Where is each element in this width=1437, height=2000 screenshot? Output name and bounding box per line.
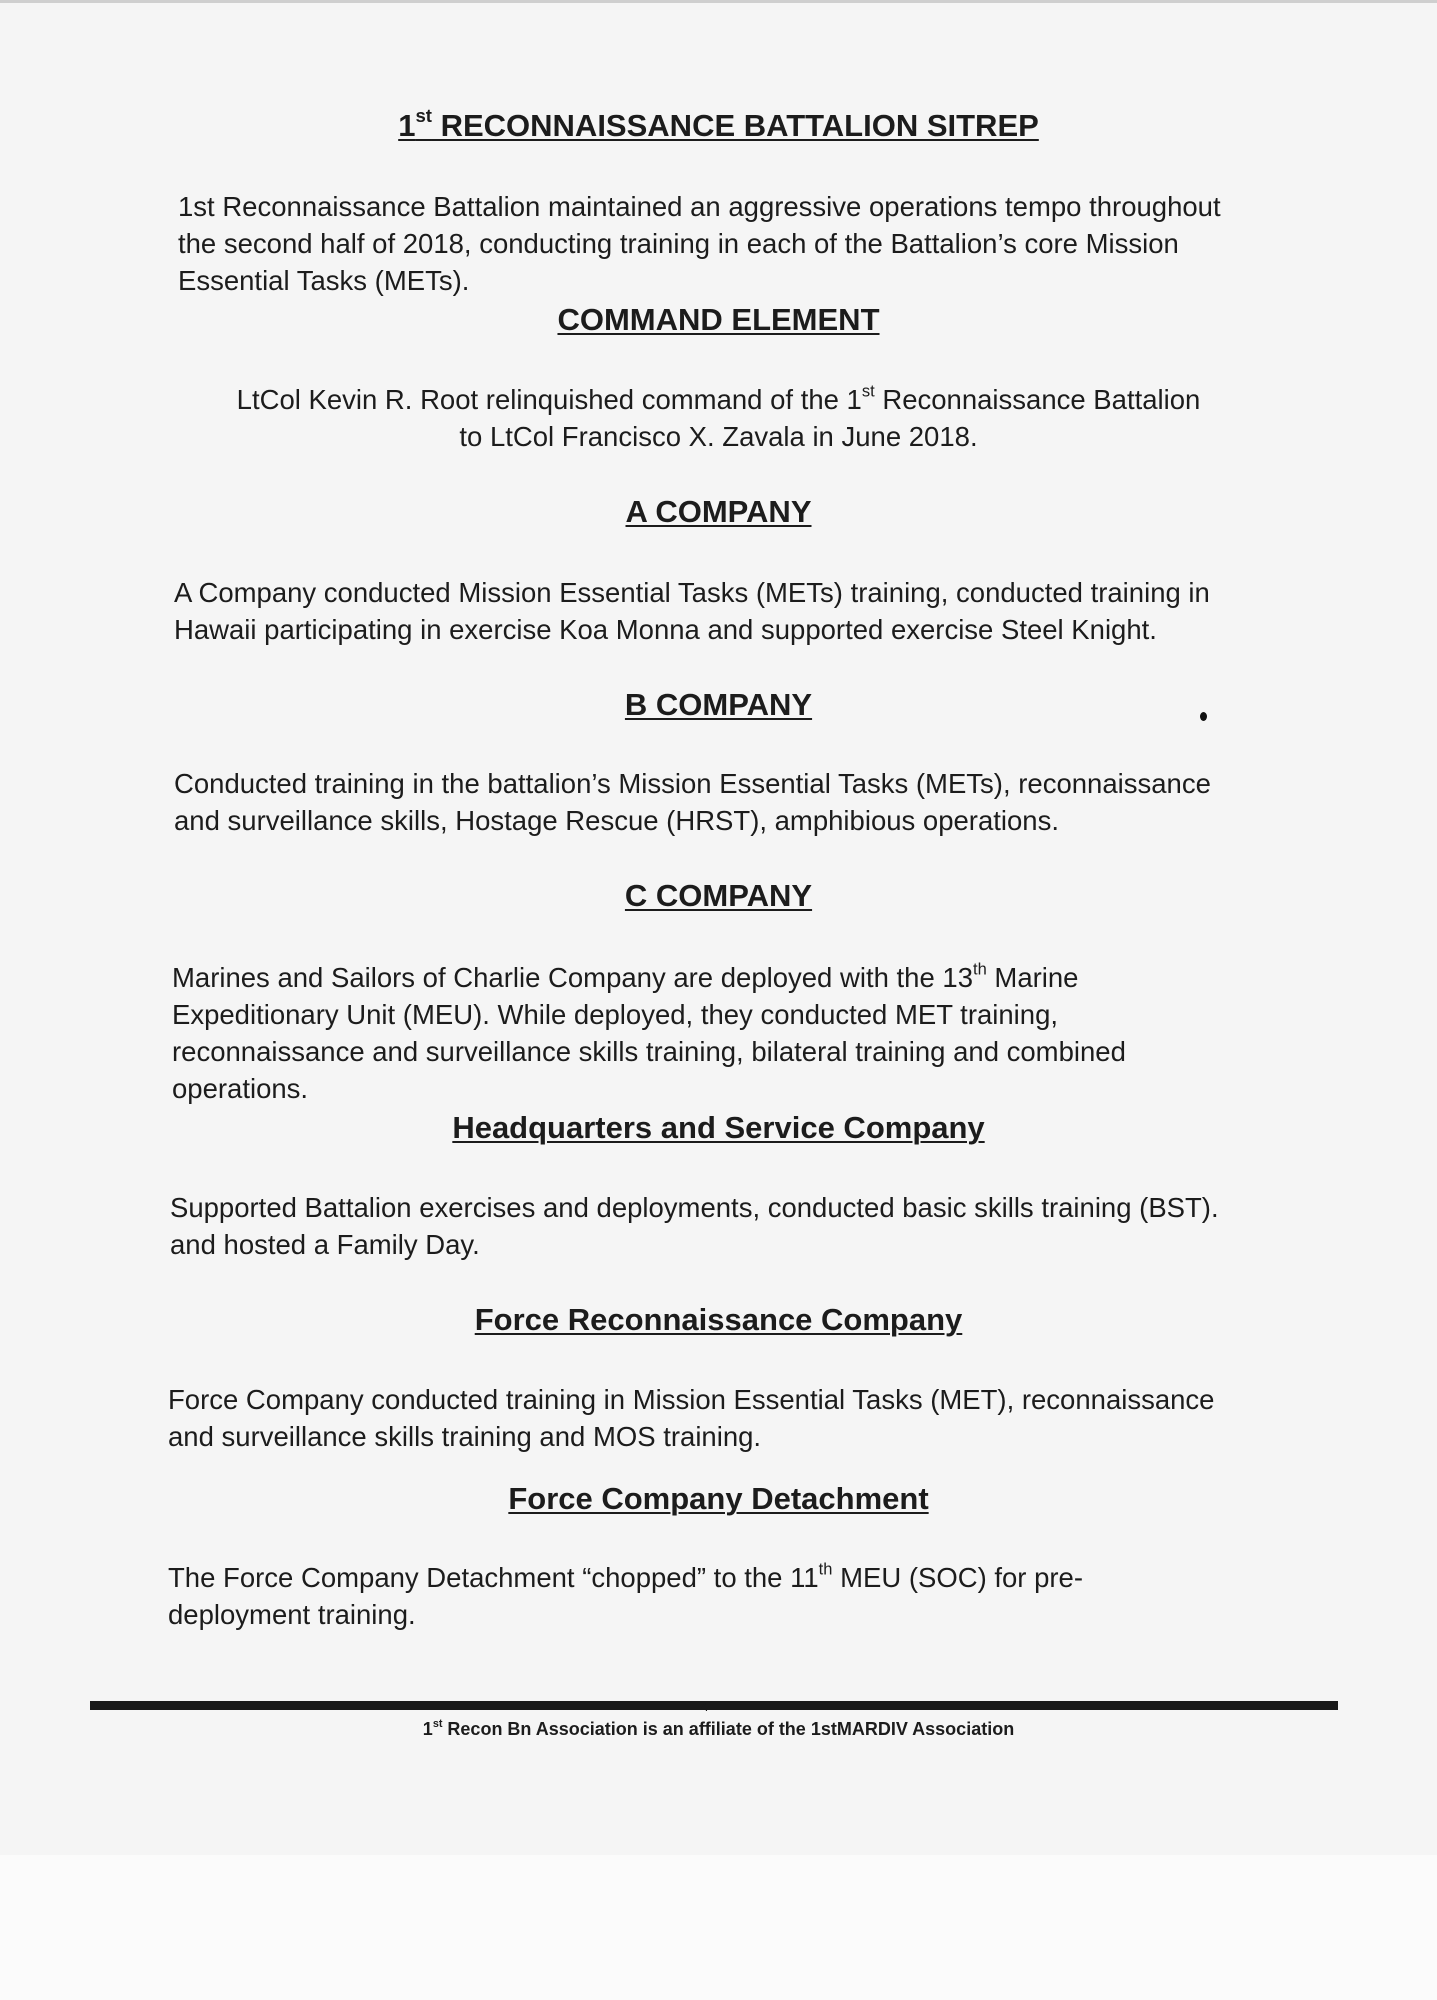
footer-rule: [90, 1701, 1338, 1710]
force-recon-paragraph: [168, 1381, 1214, 1455]
page-number: 4: [701, 1698, 709, 1714]
footer-text: 1st Recon Bn Association is an affiliate of the 1stMARDIV Association: [422, 1717, 1015, 1739]
force-recon-line: Force Company conducted training in Mission Essential Tasks (MET), reconnaissance: [168, 1384, 1215, 1415]
page-title: 1st RECONNAISSANCE BATTALION SITREP: [398, 105, 1039, 143]
intro-line: Essential Tasks (METs).: [178, 265, 470, 296]
force-detachment-line: The Force Company Detachment “chopped” to the 11th MEU (SOC) for pre-: [168, 1560, 1084, 1593]
command-element-line: to LtCol Francisco X. Zavala in June 2018.: [459, 421, 978, 452]
a-company-line: Hawaii participating in exercise Koa Monna and supported exercise Steel Knight.: [174, 614, 1157, 645]
b-company-line: Conducted training in the battalion’s Mission Essential Tasks (METs), reconnaissance: [174, 768, 1211, 799]
page-top-edge: [0, 0, 1437, 3]
a-company-paragraph: [174, 574, 1210, 648]
stray-ink-dot: [1200, 712, 1207, 721]
force-detachment-heading: Force Company Detachment: [508, 1481, 929, 1516]
c-company-line: reconnaissance and surveillance skills training, bilateral training and combined: [172, 1036, 1126, 1067]
c-company-line: Expeditionary Unit (MEU). While deployed, they conducted MET training,: [172, 999, 1059, 1030]
force-recon-heading: Force Reconnaissance Company: [474, 1302, 963, 1337]
a-company-line: A Company conducted Mission Essential Tasks (METs) training, conducted training in: [174, 577, 1210, 608]
force-detachment-paragraph: [168, 1559, 1083, 1633]
force-detachment-line: deployment training.: [168, 1599, 416, 1630]
c-company-heading: C COMPANY: [624, 878, 813, 913]
b-company-heading: B COMPANY: [624, 687, 813, 722]
intro-line: 1st Reconnaissance Battalion maintained an aggressive operations tempo throughout: [178, 191, 1221, 222]
command-element-line: LtCol Kevin R. Root relinquished command of the 1st Reconnaissance Battalion: [236, 382, 1201, 415]
command-element-paragraph: [0, 381, 1437, 455]
hs-company-heading: Headquarters and Service Company: [452, 1110, 985, 1145]
b-company-line: and surveillance skills, Hostage Rescue (HRST), amphibious operations.: [174, 805, 1059, 836]
intro-paragraph: [178, 188, 1221, 299]
scan-bottom-margin: [0, 1855, 1437, 2000]
hs-company-line: and hosted a Family Day.: [170, 1229, 480, 1260]
b-company-paragraph: [174, 765, 1211, 839]
a-company-heading: A COMPANY: [625, 494, 812, 529]
command-element-heading: COMMAND ELEMENT: [557, 302, 880, 337]
c-company-paragraph: [172, 959, 1126, 1107]
intro-line: the second half of 2018, conducting training in each of the Battalion’s core Mission: [178, 228, 1179, 259]
hs-company-paragraph: [170, 1189, 1219, 1263]
hs-company-line: Supported Battalion exercises and deployments, conducted basic skills training (BST).: [170, 1192, 1219, 1223]
c-company-line: operations.: [172, 1073, 309, 1104]
c-company-line: Marines and Sailors of Charlie Company are deployed with the 13th Marine: [172, 960, 1079, 993]
force-recon-line: and surveillance skills training and MOS training.: [168, 1421, 762, 1452]
